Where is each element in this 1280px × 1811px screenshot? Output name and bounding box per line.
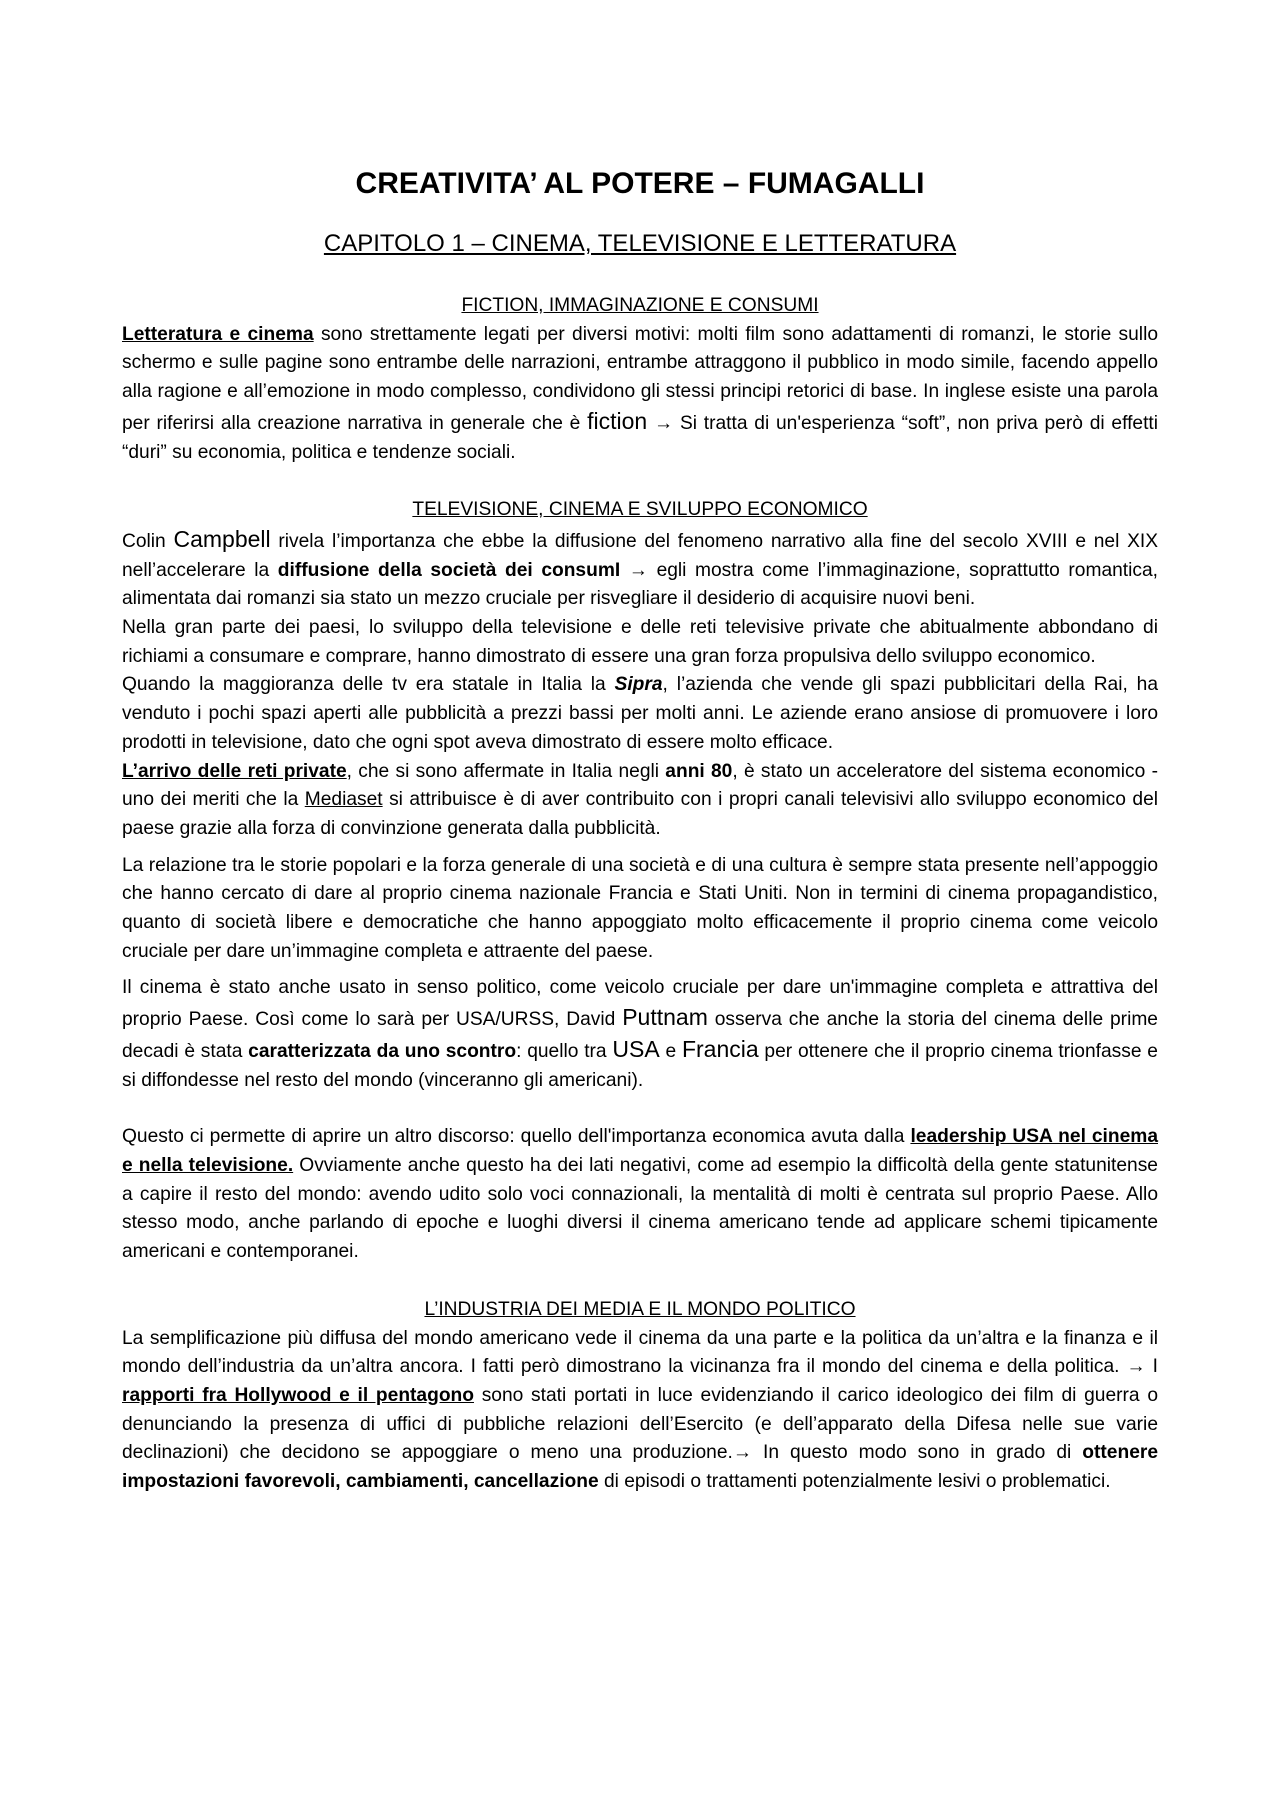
chapter-heading: CAPITOLO 1 – CINEMA, TELEVISIONE E LETTERATURA [323,230,957,257]
arrow-right-icon: → [647,412,674,434]
keyword-scontro: caratterizzata da uno scontro [248,1040,517,1062]
section-heading-televisione: TELEVISIONE, CINEMA E SVILUPPO ECONOMICO [412,499,868,521]
paragraph-storie-popolari: La relazione tra le storie popolari e la forza generale di una società e di una cultura è sempre stata presente nell’appoggio che hanno cercato di dare al proprio cinema nazionale Francia e Stati Uniti. Non in termini di cinema propagandistico, quanto di società libere e democratiche che hanno appoggiato molto efficacemente il proprio cinema come veicolo cruciale per dare un’immagine completa e attraente del paese. [122,854,1158,962]
arrow-right-icon: → [620,559,657,581]
keyword-francia: Francia [681,1035,759,1062]
paragraph-letteratura-cinema: Letteratura e cinema sono strettamente legati per diversi motivi: molti film sono adattamenti di romanzi, le storie sullo schermo e sulle pagine sono entrambe delle narrazioni, entrambe attraggono il pubblico in modo simile, facendo appello alla ragione e all’emozione in modo complesso, condividono gli stessi principi retorici di base. In inglese esiste una parola per riferirsi alla creazione narrativa in generale che è fiction → Si tratta di un'esperienza “soft”, non priva però di effetti “duri” su economia, politica e tendenze sociali. [122,323,1159,463]
paragraph-sipra: Quando la maggioranza delle tv era statale in Italia la Sipra, l’azienda che vende gli spazi pubblicitari della Rai, ha venduto i pochi spazi aperti alle pubblicità a prezzi bassi per molti anni. Le aziende erano ansiose di promuovere i loro prodotti in televisione, dato che ogni spot aveva dimostrato di essere molto efficace. [122,674,1158,753]
paragraph-sviluppo-tv: Nella gran parte dei paesi, lo sviluppo della televisione e delle reti televisive private che abitualmente abbondano di richiami a consumare e comprare, hanno dimostrato di essere una gran forza propulsiva dello sviluppo economico. [122,617,1158,667]
section-heading-fiction: FICTION, IMMAGINAZIONE E CONSUMI [461,295,819,316]
keyword-anni-80: anni 80 [665,760,733,782]
keyword-letteratura-cinema: Letteratura e cinema [122,323,314,345]
paragraph-leadership-usa: Questo ci permette di aprire un altro discorso: quello dell'importanza economica avuta dalla leadership USA nel cinema e nella televisione. Ovviamente anche questo ha dei lati negativi, come ad esempio la difficoltà della gente statunitense a capire il resto del mondo: avendo udito solo voci connazionali, la mentalità di molti è centrata sul proprio Paese. Allo stesso modo, anche parlando di epoche e luoghi diversi il cinema americano tende ad applicare schemi tipicamente americani e contemporanei. [122,1126,1158,1263]
name-puttnam: Puttnam [622,1004,708,1031]
section-heading-industria-media: L’INDUSTRIA DEI MEDIA E IL MONDO POLITICO [424,1298,856,1320]
keyword-societa-consumi: diffusione della società dei consumI [277,559,621,581]
paragraph-reti-private: L’arrivo delle reti private, che si sono affermate in Italia negli anni 80, è stato un acceleratore del sistema economico - uno dei meriti che la Mediaset si attribuisce è di aver contribuito con i propri canali televisivi allo sviluppo economico del paese grazie alla forza di convinzione generata dalla pubblicità. [122,760,1158,839]
keyword-reti-private: L’arrivo delle reti private [122,760,347,782]
keyword-fiction: fiction [587,407,648,434]
keyword-sipra: Sipra [614,674,663,696]
paragraph-campbell: Colin Campbell rivela l’importanza che ebbe la diffusione del fenomeno narrativo alla fine del secolo XVIII e nel XIX nell’accelerare la diffusione della società dei consumI → egli mostra come l’immaginazione, soprattutto romantica, alimentata dai romanzi sia stato un mezzo cruciale per risvegliare il desiderio di acquisire nuovi beni. [122,525,1158,610]
document-body [122,140,1158,1497]
keyword-leadership-usa: leadership USA nel cinema e nella televisione. [122,1126,1158,1176]
arrow-right-icon: → [1126,1356,1146,1378]
name-campbell: Campbell [173,525,271,552]
keyword-hollywood-pentagono: rapporti fra Hollywood e il pentagono [122,1384,474,1406]
keyword-impostazioni-favorevoli: ottenere impostazioni favorevoli, cambiamenti, cancellazione [122,1442,1158,1493]
keyword-usa: USA [612,1035,660,1062]
paragraph-hollywood-pentagono: La semplificazione più diffusa del mondo americano vede il cinema da una parte e la politica da un’altra e la finanza e il mondo dell’industria da un’altra ancora. I fatti però dimostrano la vicinanza fra il mondo del cinema e della politica. → I rapporti fra Hollywood e il pentagono sono stati portati in luce evidenziando il carico ideologico dei film di guerra o denunciando la presenza di uffici di pubbliche relazioni dell’Esercito (e dell’apparato della Difesa nelle sue varie declinazioni) che decidono se appoggiare o meno una produzione.→ In questo modo sono in grado di ottenere impostazioni favorevoli, cambiamenti, cancellazione di episodi o trattamenti potenzialmente lesivi o problematici. [122,1327,1158,1493]
paragraph-puttnam: Il cinema è stato anche usato in senso politico, come veicolo cruciale per dare un'immagine completa e attrattiva del proprio Paese. Così come lo sarà per USA/URSS, David Puttnam osserva che anche la storia del cinema delle prime decadi è stata caratterizzata da uno scontro: quello tra USA e Francia per ottenere che il proprio cinema trionfasse e si diffondesse nel resto del mondo (vinceranno gli americani). [122,977,1158,1091]
arrow-right-icon: → [732,1442,753,1464]
keyword-mediaset: Mediaset [304,789,383,811]
document-title: CREATIVITA’ AL POTERE – FUMAGALLI [355,167,925,200]
